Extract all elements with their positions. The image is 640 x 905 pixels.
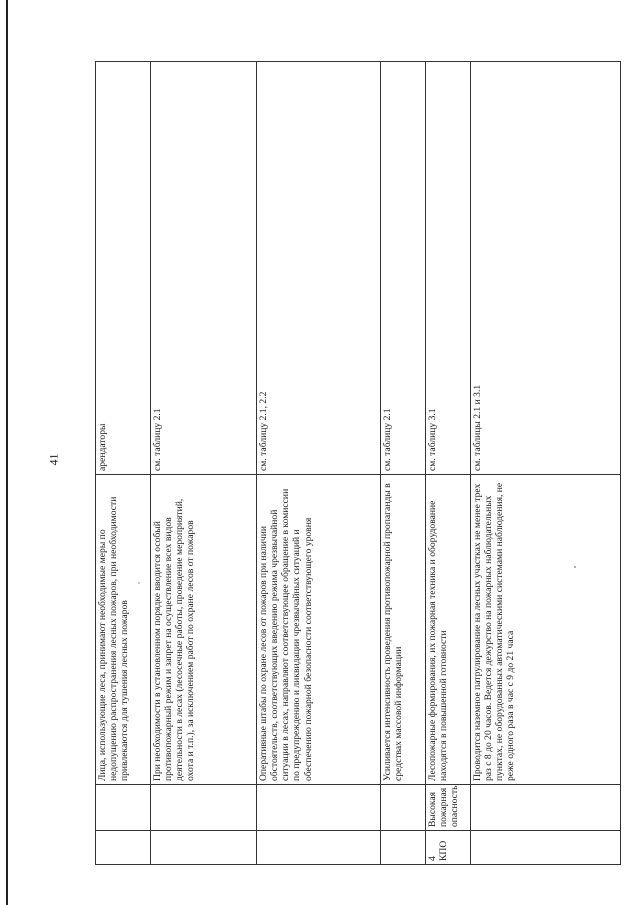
responsible-cell: арендаторы [96, 62, 151, 475]
measures-cell: Оперативные штабы по охране лесов от пожаров при наличии обстоятельств, соответствующих введению режима чрезвычайной ситуации в лесах, направляют соответствующее обращение в комиссии по предупреждению и ликвидации чрезвычайных ситуаций и обеспечению пожарной безопасности соответствующего уровня [257, 475, 381, 785]
class-cell [381, 831, 426, 865]
table-row [381, 62, 426, 865]
rotated-table-container [95, 62, 620, 865]
scan-edge [6, 0, 8, 905]
responsible-cell: см. таблицу 2.1 [381, 62, 426, 475]
responsible-cell: см. таблицу 3.1 [426, 62, 471, 475]
responsible-cell: см. таблицу 2.1, 2.2 [257, 62, 381, 475]
class-cell [257, 831, 381, 865]
level-cell [151, 785, 257, 831]
page-number: 41 [46, 453, 61, 466]
level-cell [471, 785, 621, 831]
level-cell: Высокая пожарная опасность [426, 785, 471, 831]
level-cell [381, 785, 426, 831]
measures-cell: Проводится наземное патрулирование на лесных участках не менее трех раз с 8 до 20 часов. Ведется дежурство на пожарных наблюдательных пунктах, не оборудованных автоматическими системами наблюдения, не реже одного раза в час с 9 до 21 часа [471, 475, 621, 785]
table-row [257, 62, 381, 865]
level-cell [257, 785, 381, 831]
measures-cell: Лица, использующие леса, принимают необходимые меры по недопущению распространения лесных пожаров, при необходимости привлекаются для тушения лесных пожаров [96, 475, 151, 785]
table-row [151, 62, 257, 865]
class-cell [96, 831, 151, 865]
fire-danger-measures-table [95, 61, 621, 865]
table-row [426, 62, 471, 865]
class-cell [151, 831, 257, 865]
measures-cell: При необходимости в установленном порядке вводится особый противопожарный режим и запрет на осуществление всех видов деятельности в лесах (лесосечные работы, проведение мероприятий, охота и т.п.), за исключением работ по охране лесов от пожаров [151, 475, 257, 785]
table-row [471, 62, 621, 865]
responsible-cell: см. таблицы 2.1 и 3.1 [471, 62, 621, 475]
scan-speck [574, 566, 576, 568]
scan-speck [138, 582, 140, 584]
responsible-cell: см. таблицу 2.1 [151, 62, 257, 475]
class-cell [471, 831, 621, 865]
level-cell [96, 785, 151, 831]
measures-cell: Усиливается интенсивность проведения противопожарной пропаганды в средствах массовой информации [381, 475, 426, 785]
measures-cell: Лесопожарные формирования, их пожарная техника и оборудование находятся в повышенной готовности [426, 475, 471, 785]
table-row [96, 62, 151, 865]
class-cell: 4 КПО [426, 831, 471, 865]
